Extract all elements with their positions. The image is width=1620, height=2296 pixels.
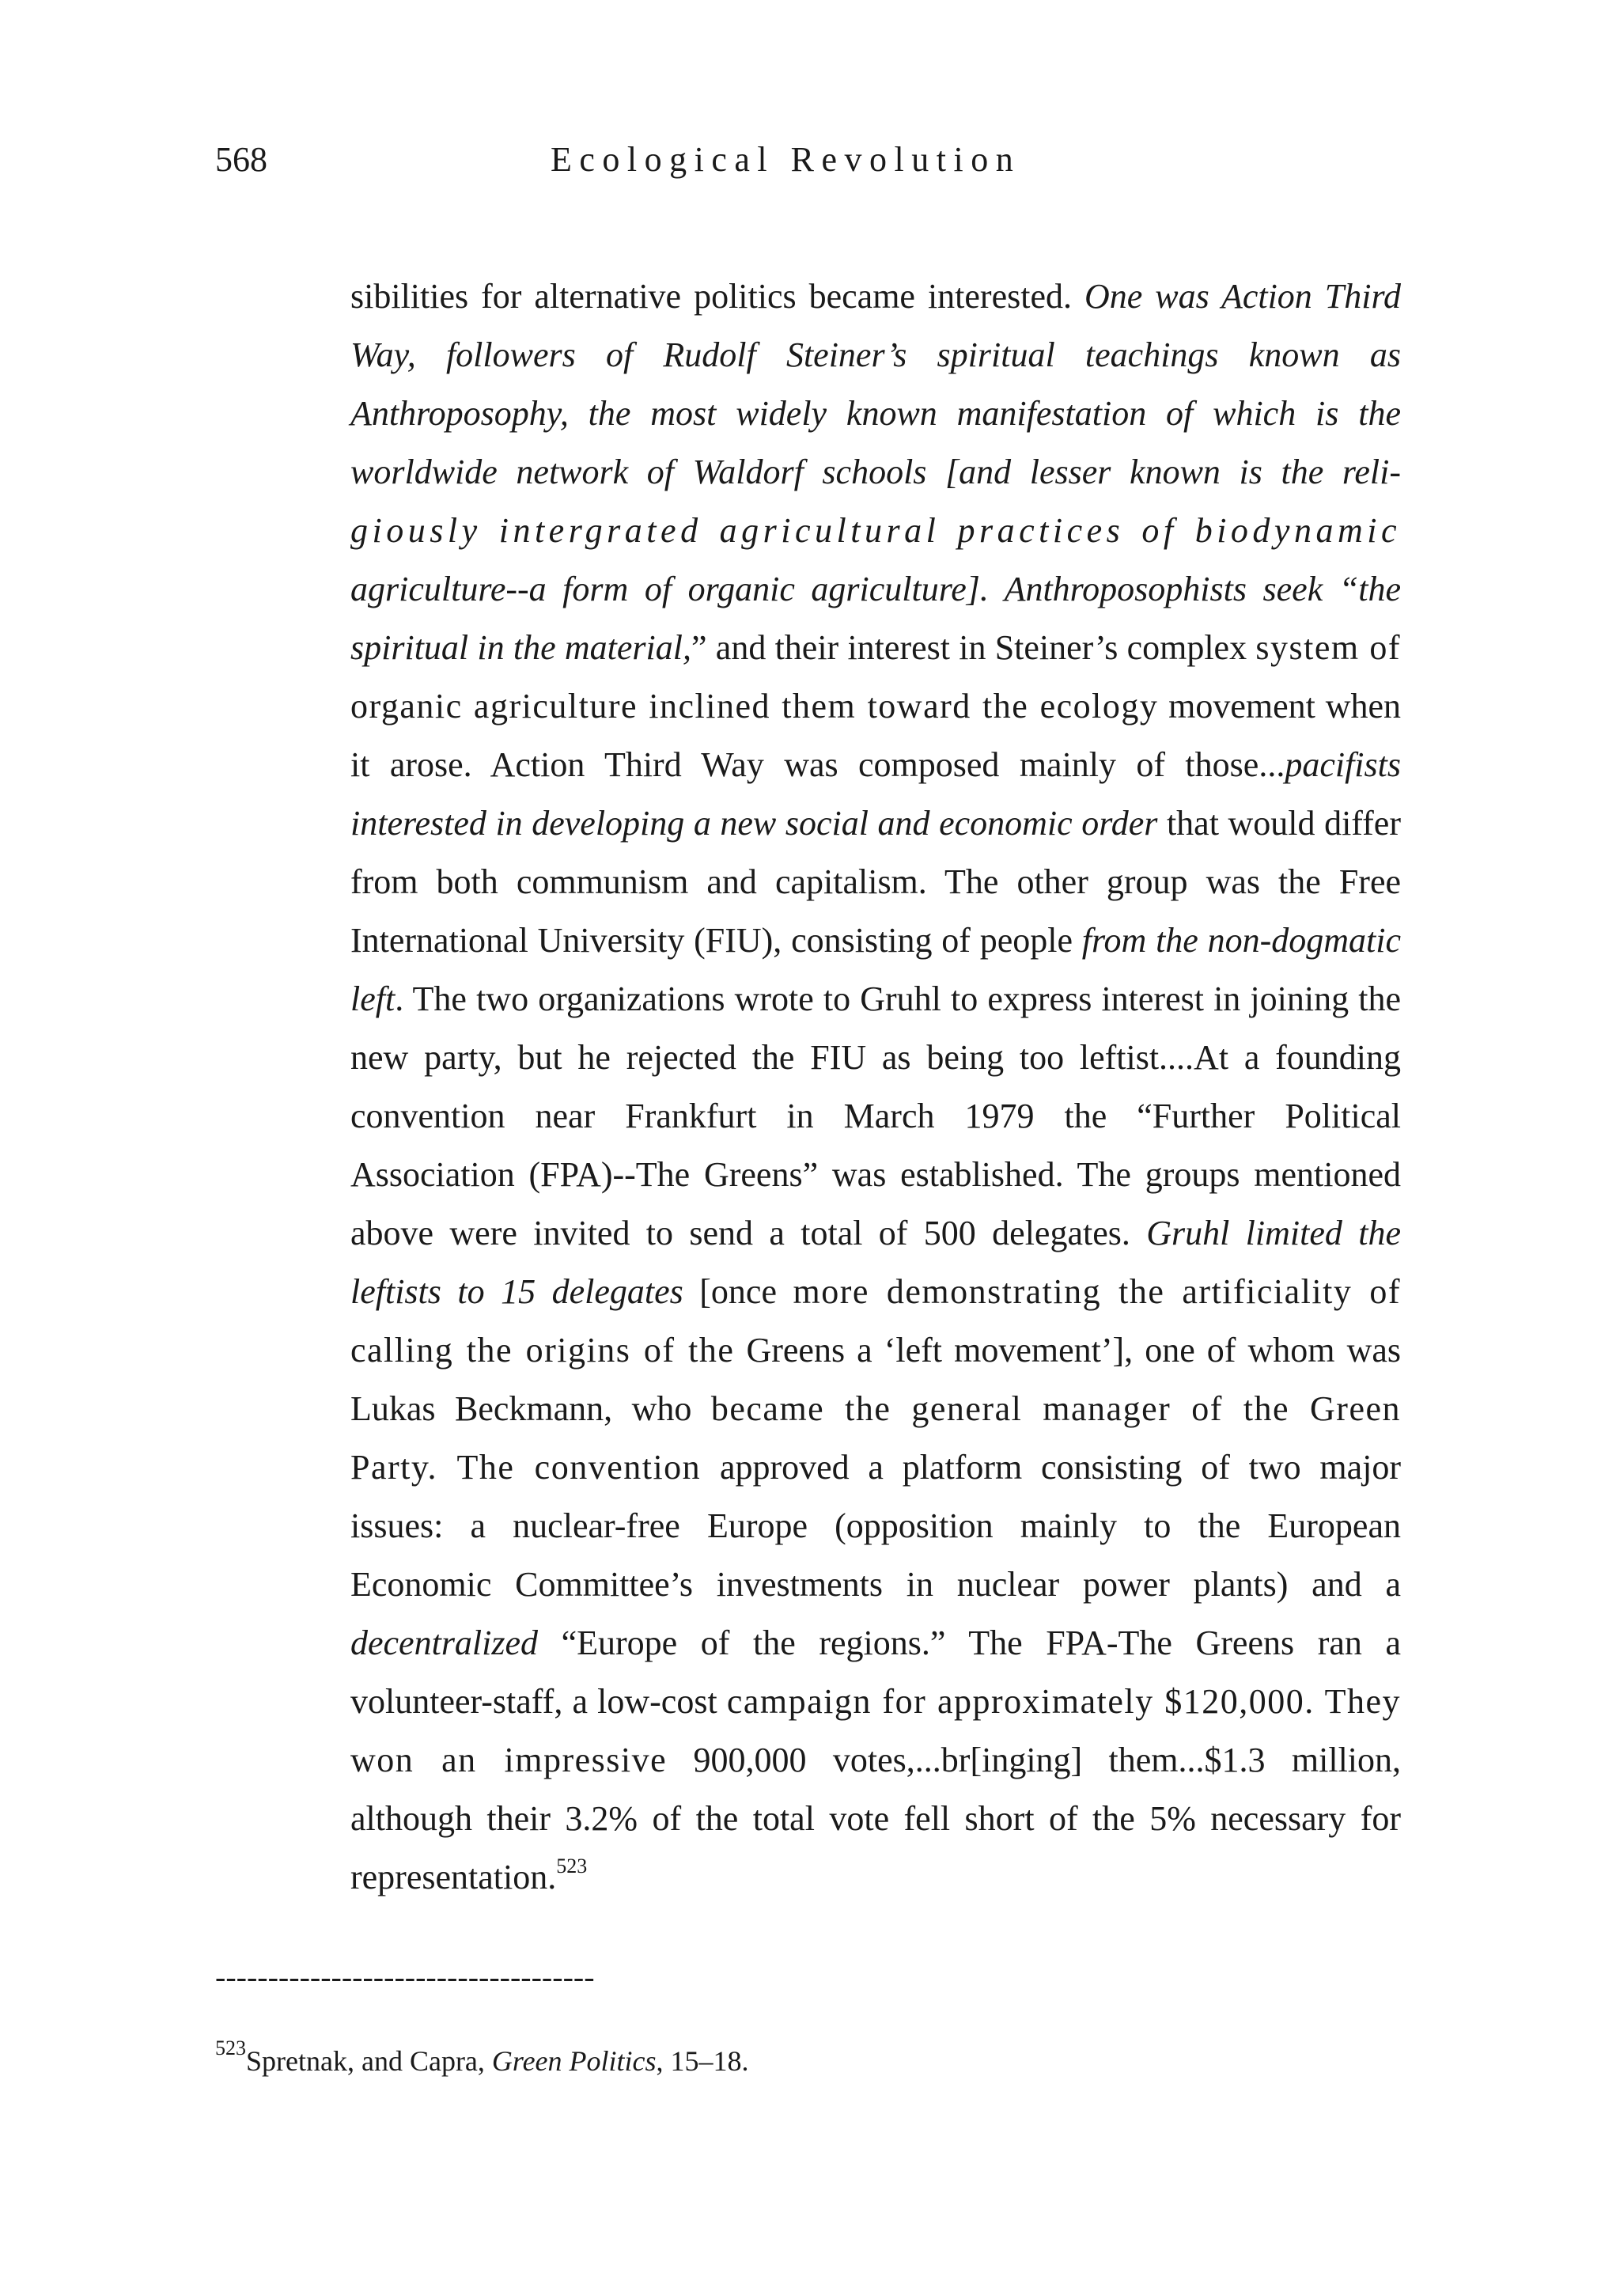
text-run: [once bbox=[683, 1272, 777, 1311]
italic-run: decentralized bbox=[350, 1623, 539, 1662]
text-run: approved a platform consisting of two major issues: a nuclear-free Europe (opposition mainly to the European Economic Committee’s investments in nuclear power plants) and a bbox=[350, 1448, 1402, 1604]
italic-run: giously intergrated agricultural practices of biodynamic bbox=[350, 511, 1401, 550]
footnote-pages: , 15–18. bbox=[656, 2045, 749, 2077]
text-run: that would differ from both communism and capitalism. The other group was the Free International University (FIU), consisting of people bbox=[350, 804, 1401, 960]
footnote-book-title: Green Politics bbox=[491, 2045, 657, 2077]
footnote bbox=[215, 2036, 749, 2081]
text-run: 900,000 votes,...br[inging] them...$1.3 million, although their 3.2% of the total vote fell short of the 5% necessary for representation. bbox=[350, 1741, 1402, 1896]
text-run: . The two organizations wrote to Gruhl to express interest in joining the new party, but he rejected the FIU as being too leftist....At a founding convention near Frankfurt in March 1979 the “Further Political Association (FPA)--The Greens” was established. The groups mentioned above were invited to send a total of 500 delegates. bbox=[350, 979, 1401, 1252]
running-header bbox=[0, 136, 1620, 184]
text-run: ” and their interest in Steiner’s complex bbox=[691, 628, 1247, 667]
italic-run: from the non-dogmatic left bbox=[350, 921, 1401, 1018]
italic-run: pacifists interested in developing a new social and economic order bbox=[350, 745, 1401, 843]
text-run: “Europe of the regions.” The FPA-The Greens ran a volunteer-staff, a low-cost bbox=[350, 1623, 1401, 1721]
italic-run: One was Action Third Way, followers of Rudolf Steiner’s spiritual teachings known as Anthroposophy, the most widely known manifestation of which is the worldwide network of Waldorf schools [and lesser known is the reli- bbox=[350, 277, 1401, 491]
text-run: became the general manager of the Green Party. The convention bbox=[350, 1389, 1402, 1487]
text-run: system of organic agriculture inclined them toward the ecology bbox=[350, 628, 1401, 726]
body-paragraph bbox=[350, 267, 1401, 1907]
footnote-number: 523 bbox=[215, 2036, 246, 2059]
running-title: Ecological Revolution bbox=[551, 140, 1021, 179]
text-run: Greens a ‘left movement’], one of whom was Lukas Beckmann, who bbox=[350, 1331, 1402, 1428]
text-run: campaign for approximately $120,000. They won an impressive bbox=[350, 1682, 1402, 1779]
text-run: movement when it arose. Action Third Way was composed mainly of those... bbox=[350, 687, 1401, 784]
footnote-text: Spretnak, and Capra, bbox=[246, 2045, 492, 2077]
page-number: 568 bbox=[215, 140, 267, 179]
footnote-separator: ------------------------------------ bbox=[215, 1959, 595, 1995]
text-run: sibilities for alternative politics became interested. bbox=[350, 277, 1084, 316]
italic-run: Gruhl limited the leftists to 15 delegates bbox=[350, 1214, 1401, 1311]
text-run: more demonstrating the artificiality of calling the origins of the bbox=[350, 1272, 1401, 1370]
footnote-reference: 523 bbox=[556, 1855, 588, 1877]
italic-run: agriculture--a form of organic agriculture]. Anthroposophists seek “the spiritual in the material, bbox=[350, 570, 1401, 667]
